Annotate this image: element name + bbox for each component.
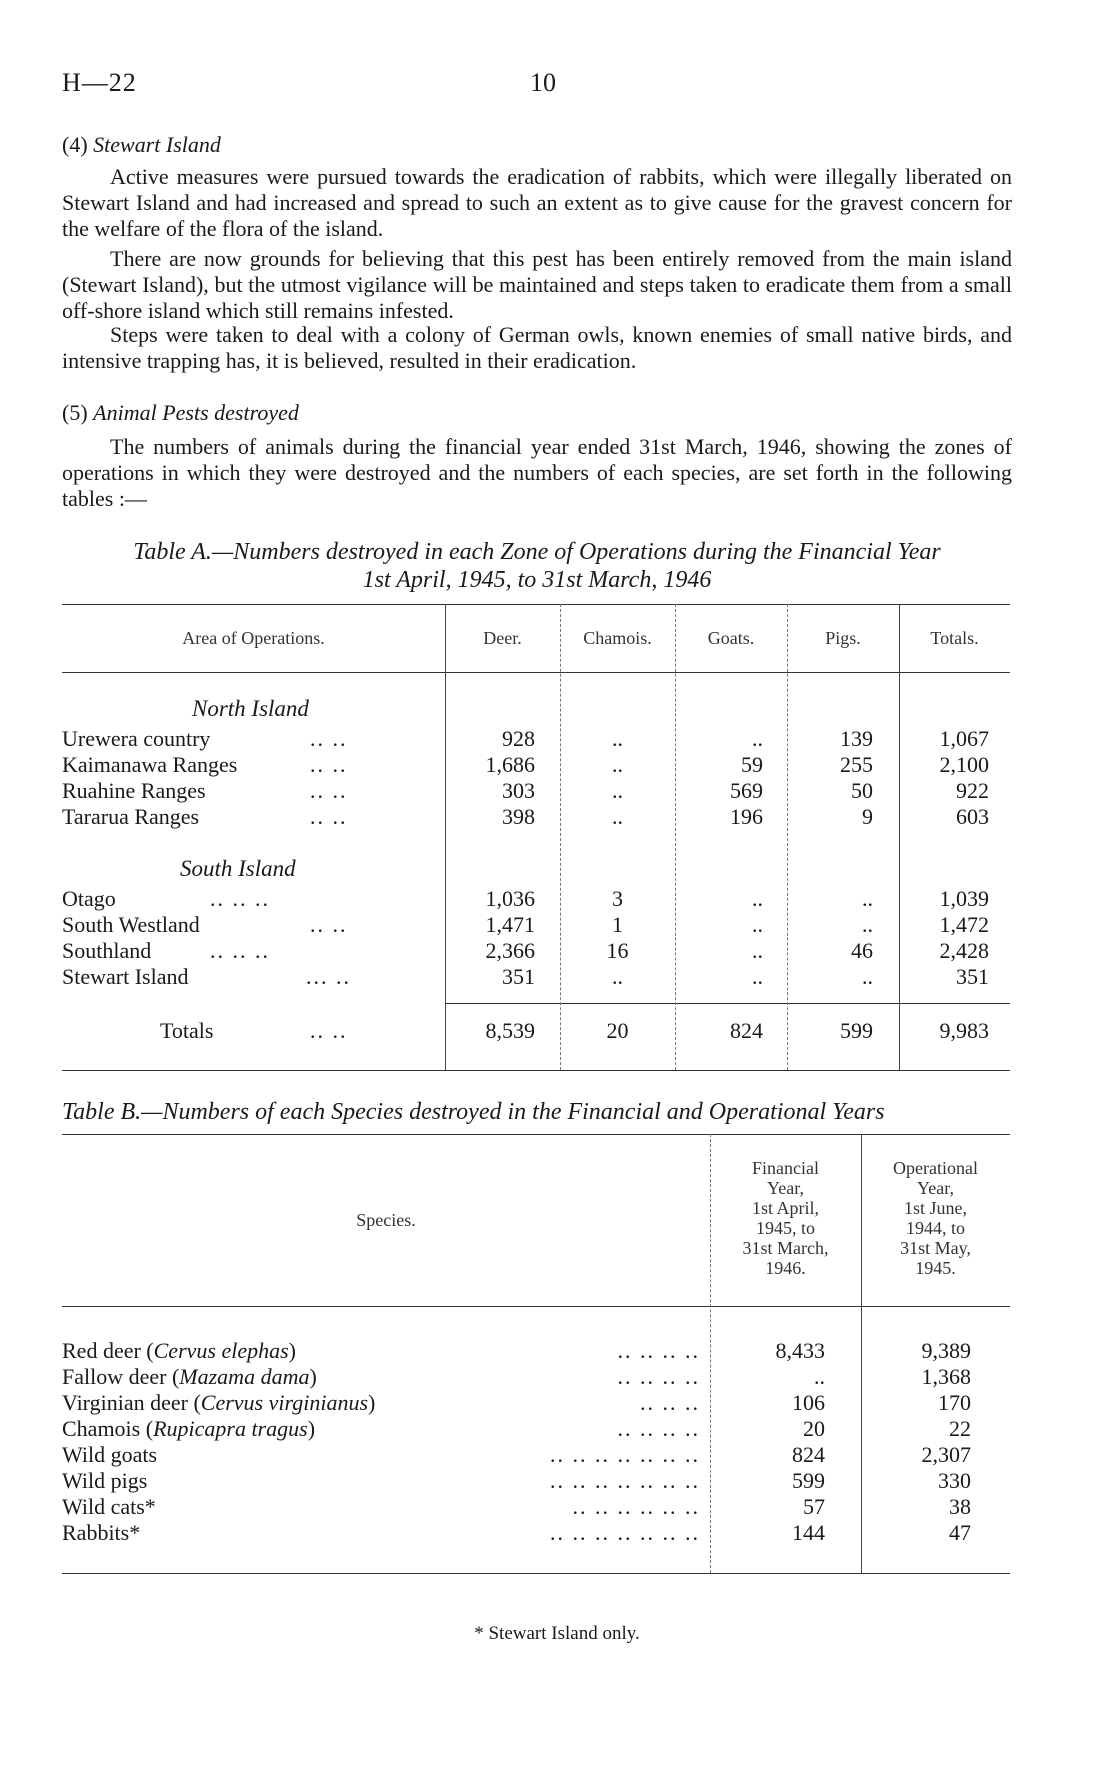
table-a-divider-chamois (560, 604, 561, 1070)
row-financial: 599 (792, 1468, 825, 1493)
table-a-caption-line-1: Table A.—Numbers destroyed in each Zone of Operations during the Financial Year (133, 539, 941, 565)
row-leader-dots: .. .. .. (210, 886, 270, 911)
row-operational: 1,368 (921, 1364, 971, 1389)
row-totals: 351 (956, 964, 989, 989)
row-financial: 20 (803, 1416, 825, 1441)
section-4-paragraph-1: Active measures were pursued towards the eradication of rabbits, which were illegally liberated on Stewart Island and had increased and spread to such an extent as to give cause for the gravest concern for the welfare of the flora of the island. (62, 164, 1012, 241)
section-4-title: Stewart Island (93, 132, 221, 157)
row-pigs: 50 (851, 778, 873, 803)
row-leader-dots: .. .. (310, 804, 348, 829)
row-chamois: .. (612, 752, 623, 777)
page-number: 10 (530, 68, 556, 97)
row-chamois: .. (612, 778, 623, 803)
table-a-divider-pigs (787, 604, 788, 1070)
row-deer: 351 (502, 964, 535, 989)
row-financial: .. (814, 1364, 825, 1389)
table-b-header-rule (62, 1306, 1010, 1307)
species-name: Wild cats* (62, 1494, 156, 1519)
row-chamois: .. (612, 804, 623, 829)
row-deer: 303 (502, 778, 535, 803)
table-b-footnote: * Stewart Island only. (474, 1623, 640, 1644)
row-deer: 1,036 (485, 886, 535, 911)
row-pigs: .. (862, 964, 873, 989)
table-b-caption: Table B.—Numbers of each Species destroyed in the Financial and Operational Years (62, 1099, 885, 1125)
row-leader-dots: .. .. .. .. (617, 1338, 700, 1363)
species-name: Rabbits* (62, 1520, 141, 1545)
document-page: H—22 10 (4) Stewart Island Active measures were pursued towards the eradication of rabbits, which were illegally liberated on Stewart Island and had increased and spread to such an extent as to give cause for the gravest concern for the welfare of the flora of the island. There are now grounds for believing that this pest has been entirely removed from the main island (Stewart Island), but the utmost vigilance will be maintained and steps taken to eradicate them from a small off-shore island which still remains infested. Steps were taken to deal with a colony of German owls, known enemies of small native birds, and intensive trapping has, it is believed, resulted in their eradication. (5) Animal Pests destroyed The numbers of animals during the financial year ended 31st March, 1946, showing the zones of operations in which they were destroyed and the numbers of each species, are set forth in the following tables :— Table A.—Numbers destroyed in each Zone of Operations during the Financial Year 1st April, 1945, to 31st March, 1946 Area of Operations. Deer. Chamois. Goats. Pigs. Totals. North Island Urewera country .. .. 928 .. .. 139 1,067 Kaimanawa Ranges .. .. 1,686 .. 59 255 2,100 Ruahine Ranges .. .. 303 .. 569 50 922 Tararua Ranges .. .. 398 .. 196 9 603 South Island Otago .. .. .. 1,036 3 .. .. 1,039 South Westland .. .. 1,471 1 .. .. 1,472 Southland .. .. .. 2,366 16 .. 46 2,428 Stewart Island ... .. 351 .. .. .. 351 Totals .. .. 8,539 20 824 599 9,983 Table B.—Numbers of each Species destroyed in the Financial and Operational Years Species. Financial Year, 1st April, 1945, to 31st March, 1946. Operational Year, 1st June, 1944, to 31st May, 1945. Red deer (Cervus elephas) .. .. .. .. 8,433 9,389 Fallow deer (Mazama dama) .. .. .. .. .. 1,368 Virginian deer (Cervus virginianus) .. .. .. 106 170 Chamois (Rupicapra tragus) .. .. .. .. 20 22 Wild goats .. .. .. .. .. .. .. 824 2,307 Wild pigs .. .. .. .. .. .. .. 599 330 Wild cats* .. .. .. .. .. .. 57 38 Rabbits* .. .. .. .. .. .. .. 144 47 * Stewart Island only. (0, 0, 1114, 1781)
report-reference: H—22 (62, 68, 137, 97)
row-operational: 9,389 (921, 1338, 971, 1363)
row-area: Southland (62, 938, 152, 963)
table-a-header-area: Area of Operations. (182, 628, 325, 648)
table-a-divider-totals (899, 604, 900, 1070)
row-pigs: 46 (851, 938, 873, 963)
table-b-top-rule (62, 1134, 1010, 1135)
row-totals: 1,039 (939, 886, 989, 911)
row-leader-dots: .. .. (310, 912, 348, 937)
species-name: Wild goats (62, 1442, 158, 1467)
row-leader-dots: .. .. .. .. .. .. .. (550, 1442, 700, 1467)
row-goats: .. (752, 726, 763, 751)
table-a-header-totals: Totals. (930, 628, 979, 648)
row-leader-dots: .. .. (310, 1018, 348, 1043)
section-4-heading: (4) Stewart Island (62, 132, 221, 157)
row-financial: 824 (792, 1442, 825, 1467)
row-pigs: .. (862, 886, 873, 911)
row-pigs: 139 (840, 726, 873, 751)
row-leader-dots: .. .. .. .. .. .. .. (550, 1468, 700, 1493)
row-deer: 928 (502, 726, 535, 751)
row-goats: 196 (730, 804, 763, 829)
species-name: Red deer (Cervus elephas) (62, 1338, 296, 1363)
row-pigs: 255 (840, 752, 873, 777)
row-leader-dots: .. .. .. .. (617, 1364, 700, 1389)
table-a-group-north-island: North Island (192, 696, 309, 721)
section-5-title: Animal Pests destroyed (93, 400, 299, 425)
row-area: Urewera country (62, 726, 211, 751)
table-a-caption-line-2: 1st April, 1945, to 31st March, 1946 (362, 567, 712, 593)
row-goats: .. (752, 912, 763, 937)
row-chamois: .. (612, 964, 623, 989)
row-goats: .. (752, 938, 763, 963)
row-area: Tararua Ranges (62, 804, 200, 829)
species-name: Chamois (Rupicapra tragus) (62, 1416, 316, 1441)
row-deer: 1,471 (485, 912, 535, 937)
row-area: South Westland (62, 912, 200, 937)
row-operational: 330 (938, 1468, 971, 1493)
table-a-top-rule (62, 604, 1010, 605)
totals-pigs: 599 (840, 1018, 873, 1043)
row-deer: 2,366 (485, 938, 535, 963)
row-area: Stewart Island (62, 964, 189, 989)
row-totals: 2,100 (939, 752, 989, 777)
table-a-totals-rule (445, 1003, 1010, 1004)
row-leader-dots: .. .. (310, 726, 348, 751)
row-totals: 1,472 (939, 912, 989, 937)
section-4-paragraph-3: Steps were taken to deal with a colony of German owls, known enemies of small native birds, and intensive trapping has, it is believed, resulted in their eradication. (62, 322, 1012, 373)
row-leader-dots: .. .. (310, 752, 348, 777)
species-name: Wild pigs (62, 1468, 148, 1493)
table-a-divider-goats (675, 604, 676, 1070)
row-leader-dots: .. .. .. .. .. .. .. (550, 1520, 700, 1545)
table-a-divider-deer (445, 604, 446, 1070)
row-totals: 922 (956, 778, 989, 803)
row-chamois: 3 (612, 886, 623, 911)
row-operational: 2,307 (921, 1442, 971, 1467)
row-financial: 8,433 (775, 1338, 825, 1363)
row-leader-dots: .. .. .. (640, 1390, 700, 1415)
row-leader-dots: .. .. .. (210, 938, 270, 963)
row-goats: 59 (741, 752, 763, 777)
row-financial: 57 (803, 1494, 825, 1519)
row-leader-dots: .. .. .. .. .. .. (572, 1494, 700, 1519)
row-deer: 398 (502, 804, 535, 829)
row-operational: 22 (949, 1416, 971, 1441)
row-leader-dots: ... .. (306, 964, 351, 989)
row-operational: 47 (949, 1520, 971, 1545)
totals-totals: 9,983 (939, 1018, 989, 1043)
row-pigs: 9 (862, 804, 873, 829)
table-a-header-pigs: Pigs. (825, 628, 861, 648)
row-leader-dots: .. .. .. .. (617, 1416, 700, 1441)
section-5-heading: (5) Animal Pests destroyed (62, 400, 299, 425)
row-pigs: .. (862, 912, 873, 937)
row-goats: .. (752, 886, 763, 911)
row-totals: 603 (956, 804, 989, 829)
row-goats: .. (752, 964, 763, 989)
row-operational: 38 (949, 1494, 971, 1519)
row-totals: 2,428 (939, 938, 989, 963)
row-chamois: .. (612, 726, 623, 751)
table-b-bottom-rule (62, 1573, 1010, 1574)
species-name: Fallow deer (Mazama dama) (62, 1364, 317, 1389)
row-chamois: 16 (606, 938, 629, 963)
row-totals: 1,067 (939, 726, 989, 751)
row-financial: 106 (792, 1390, 825, 1415)
row-operational: 170 (938, 1390, 971, 1415)
row-financial: 144 (792, 1520, 825, 1545)
totals-label: Totals (160, 1018, 214, 1043)
totals-chamois: 20 (606, 1018, 629, 1043)
row-leader-dots: .. .. (310, 778, 348, 803)
row-area: Kaimanawa Ranges (62, 752, 238, 777)
table-a-header-goats: Goats. (707, 628, 755, 648)
table-b-header-species: Species. (356, 1210, 416, 1230)
row-chamois: 1 (612, 912, 623, 937)
totals-deer: 8,539 (485, 1018, 535, 1043)
row-area: Ruahine Ranges (62, 778, 206, 803)
totals-goats: 824 (730, 1018, 763, 1043)
table-a-group-south-island: South Island (180, 856, 296, 881)
row-deer: 1,686 (485, 752, 535, 777)
table-a-header-deer: Deer. (483, 628, 522, 648)
section-4-paragraph-2: There are now grounds for believing that this pest has been entirely removed from the main island (Stewart Island), but the utmost vigilance will be maintained and steps taken to eradicate them from a small off-shore island which still remains infested. (62, 246, 1012, 323)
row-goats: 569 (730, 778, 763, 803)
species-name: Virginian deer (Cervus virginianus) (62, 1390, 376, 1415)
section-5-paragraph: The numbers of animals during the financial year ended 31st March, 1946, showing the zones of operations in which they were destroyed and the numbers of each species, are set forth in the following tables :— (62, 434, 1012, 511)
row-area: Otago (62, 886, 116, 911)
table-a-header-rule (62, 672, 1010, 673)
table-a-bottom-rule (62, 1070, 1010, 1071)
table-a-header-chamois: Chamois. (583, 628, 652, 648)
